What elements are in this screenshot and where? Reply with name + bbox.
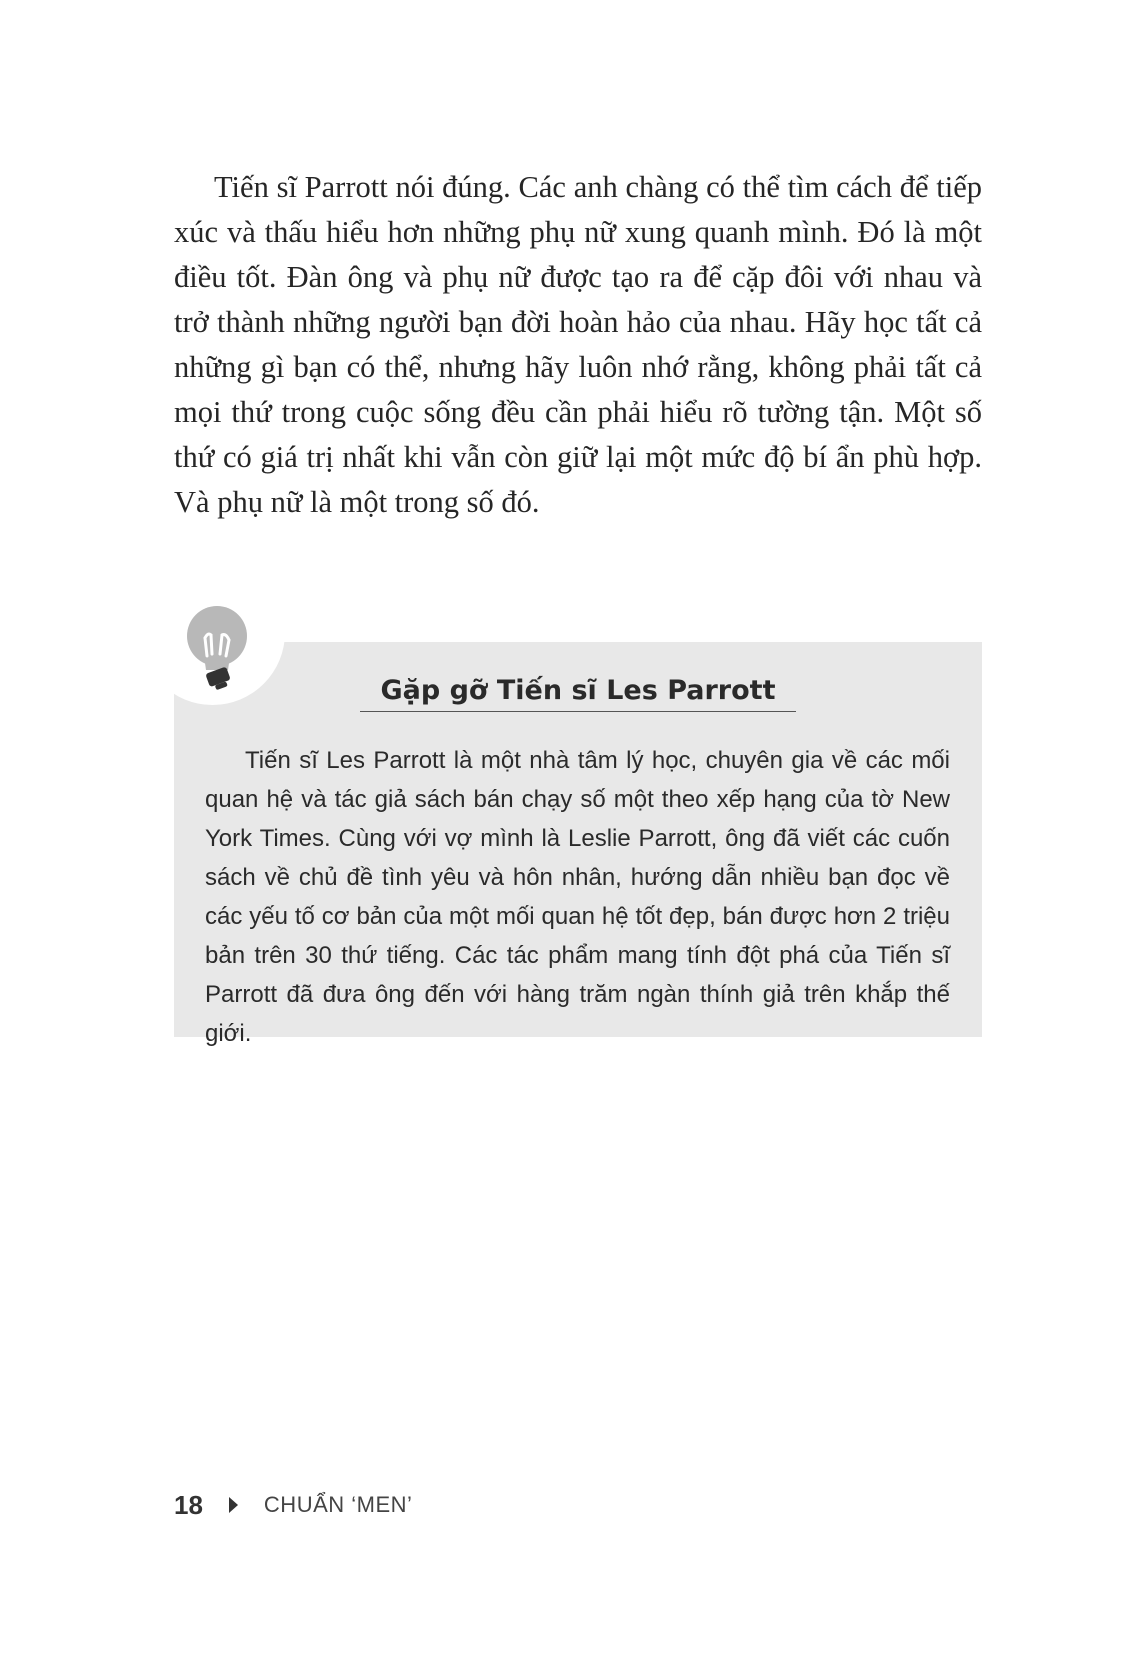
page-number: 18 [174,1489,203,1520]
running-title: CHUẨN ‘MEN’ [263,1492,413,1517]
body-paragraph: Tiến sĩ Parrott nói đúng. Các anh chàng có thể tìm cách để tiếp xúc và thấu hiểu hơn những phụ nữ xung quanh mình. Đó là một điều tốt. Đàn ông và phụ nữ được tạo ra để cặp đôi với nhau và trở thành những người bạn đời hoàn hảo của nhau. Hãy học tất cả những gì bạn có thể, nhưng hãy luôn nhớ rằng, không phải tất cả mọi thứ trong cuộc sống đều cần phải hiểu rõ tường tận. Một số thứ có giá trị nhất khi vẫn còn giữ lại một mức độ bí ẩn phù hợp. Và phụ nữ là một trong số đó. [174,170,982,519]
box-title: Gặp gỡ Tiến sĩ Les Parrott [380,675,776,706]
lightbulb-icon [176,604,258,694]
title-underline [360,711,796,712]
page-footer [174,1487,412,1523]
box-paragraph: Tiến sĩ Les Parrott là một nhà tâm lý học, chuyên gia về các mối quan hệ và tác giả sách bán chạy số một theo xếp hạng của tờ New York Times. Cùng với vợ mình là Leslie Parrott, ông đã viết các cuốn sách về chủ đề tình yêu và hôn nhân, hướng dẫn nhiều bạn đọc về các yếu tố cơ bản của một mối quan hệ tốt đẹp, bán được hơn 2 triệu bản trên 30 thứ tiếng. Các tác phẩm mang tính đột phá của Tiến sĩ Parrott đã đưa ông đến với hàng trăm ngàn thính giả trên khắp thế giới. [205,747,950,1047]
triangle-right-icon [229,1497,238,1513]
